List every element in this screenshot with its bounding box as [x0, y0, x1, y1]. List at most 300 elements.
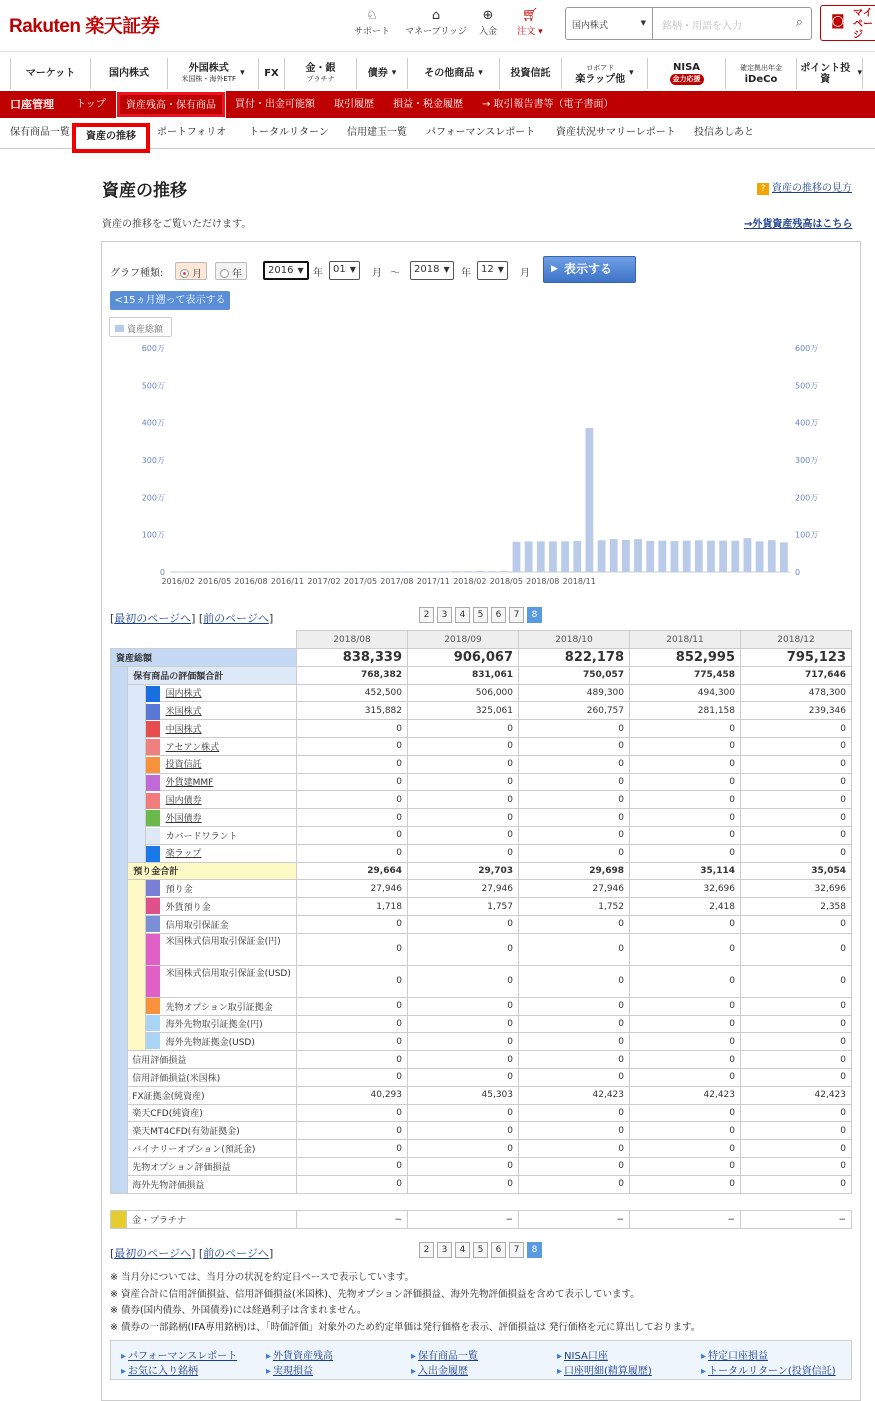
- page-number[interactable]: 4: [455, 1242, 470, 1258]
- y-tick-right: 0: [795, 568, 801, 577]
- nav-item-0[interactable]: [11, 58, 91, 89]
- asset-link[interactable]: アセアン株式: [165, 742, 220, 753]
- cell-value: 478,300: [741, 684, 852, 702]
- row-label: 信用評価損益(米国株): [128, 1068, 297, 1086]
- nav-item-6[interactable]: [408, 58, 500, 89]
- chart-bar[interactable]: [197, 572, 205, 573]
- x-tick: 2018/08: [526, 577, 560, 586]
- row-label: [145, 880, 296, 898]
- chart-bar[interactable]: [756, 541, 764, 572]
- cell-value: 42,423: [741, 1086, 852, 1104]
- related-link[interactable]: ▸ パフォーマンスレポート: [121, 1347, 237, 1362]
- cell-value: −: [519, 1211, 630, 1229]
- cell-value: 0: [297, 933, 408, 965]
- cell-value: −: [741, 1211, 852, 1229]
- page-number[interactable]: 3: [437, 1242, 452, 1258]
- y-tick-left: 500万: [141, 381, 165, 391]
- color-chip: [146, 880, 160, 896]
- row-label: 預り金合計: [128, 862, 297, 880]
- mypage-button[interactable]: ◙ マイページ: [820, 5, 875, 41]
- y-tick-left: 0: [159, 568, 165, 577]
- nav-label: 外国株式: [188, 62, 229, 74]
- tab-portfolio[interactable]: ポートフォリオ: [157, 127, 227, 138]
- nav-item-2[interactable]: [168, 58, 259, 89]
- cell-value: 0: [519, 755, 630, 773]
- chart-bar[interactable]: [488, 571, 496, 572]
- table-row: [111, 862, 852, 880]
- graph-type-label: グラフ種類:: [110, 268, 164, 279]
- table-row: [111, 1086, 852, 1104]
- notes: [110, 1270, 700, 1336]
- related-link[interactable]: ▸ 特定口座損益: [701, 1347, 768, 1362]
- menu-reports[interactable]: → 取引報告書等（電子書面）: [482, 99, 614, 110]
- cell-value: 0: [741, 1068, 852, 1086]
- chart-bar[interactable]: [379, 572, 387, 573]
- related-link[interactable]: ▸ 外貨資産残高: [266, 1347, 333, 1362]
- chevron-down-icon: ▼: [640, 19, 646, 27]
- chevron-down-icon: ▼: [497, 265, 504, 274]
- y-tick-left: 200万: [141, 493, 165, 503]
- nav-item-text: [181, 63, 236, 85]
- y-tick-right: 200万: [795, 493, 819, 503]
- cell-value: 0: [741, 997, 852, 1015]
- page-number[interactable]: 5: [473, 607, 488, 623]
- back-15-months-button[interactable]: <15ヵ月遡って表示する: [110, 291, 230, 310]
- chart-bar[interactable]: [367, 572, 375, 573]
- chart-bar[interactable]: [452, 571, 460, 572]
- row-label: [145, 844, 296, 862]
- chart-bar[interactable]: [403, 572, 411, 573]
- nav-label: FX: [264, 68, 279, 79]
- nav-sub-label: ロボアド: [586, 63, 615, 72]
- asset-link[interactable]: 外国債券: [165, 813, 202, 824]
- radio-month[interactable]: 月: [175, 262, 207, 280]
- cell-value: 0: [630, 1175, 741, 1193]
- chart-bar[interactable]: [184, 572, 192, 573]
- side-band: [128, 880, 145, 1051]
- menu-top[interactable]: トップ: [76, 99, 106, 110]
- chart-bar[interactable]: [209, 572, 217, 573]
- related-link[interactable]: ▸ 入出金履歴: [411, 1362, 468, 1377]
- chart-bar[interactable]: [707, 541, 715, 572]
- from-year-select[interactable]: 2016 ▼: [263, 261, 309, 280]
- row-label: 信用評価損益: [128, 1051, 297, 1069]
- row-label: [145, 755, 296, 773]
- asset-link[interactable]: 米国株式: [165, 707, 202, 718]
- cell-value: 750,057: [519, 666, 630, 684]
- chart-bar[interactable]: [513, 542, 521, 572]
- row-label-text: 信用取引保証金: [165, 920, 229, 931]
- chart-bar[interactable]: [282, 572, 290, 573]
- month-header: 2018/12: [741, 631, 852, 649]
- chart-bar[interactable]: [768, 540, 776, 572]
- table-row: [111, 755, 852, 773]
- money-bridge-button[interactable]: ⌂ マネーブリッジ: [402, 8, 470, 37]
- cell-value: 0: [297, 1051, 408, 1069]
- tab-performance-report[interactable]: パフォーマンスレポート: [426, 127, 536, 138]
- x-tick: 2017/11: [416, 577, 450, 586]
- chart-bar[interactable]: [598, 540, 606, 572]
- chart-legend[interactable]: 資産総額: [109, 317, 172, 337]
- related-link[interactable]: ▸ 口座明細(精算履歴): [557, 1362, 652, 1377]
- chart-bar[interactable]: [549, 541, 557, 572]
- nav-item-3[interactable]: [259, 58, 285, 89]
- note: ※ 債券の一部銘柄(IFA専用銘柄)は、「時価評価」対象外のため約定単価は発行価格を表示、評価損益は 発行価格を元に算出しております。: [110, 1321, 701, 1333]
- chart-bar[interactable]: [646, 541, 654, 572]
- first-page-link[interactable]: 最初のページへ: [114, 1247, 192, 1260]
- table-row: [111, 773, 852, 791]
- row-label: [145, 702, 296, 720]
- cell-value: 0: [519, 1122, 630, 1140]
- chart-bar[interactable]: [573, 541, 581, 572]
- nav-item-text: [424, 68, 474, 79]
- year-unit-1: 年: [313, 268, 323, 279]
- cell-value: 0: [741, 844, 852, 862]
- month-header: 2018/10: [519, 631, 630, 649]
- menu-trade-history[interactable]: 取引履歴: [334, 99, 374, 110]
- row-label: [145, 933, 296, 965]
- asset-link[interactable]: 楽ラップ: [165, 849, 202, 860]
- chart-bar[interactable]: [658, 541, 666, 572]
- tab-summary-report[interactable]: 資産状況サマリーレポート: [556, 127, 676, 138]
- tab-margin-positions[interactable]: 信用建玉一覧: [347, 127, 407, 138]
- radio-year[interactable]: 年: [215, 262, 247, 280]
- cell-value: 0: [297, 844, 408, 862]
- row-label: [145, 684, 296, 702]
- table-row: [111, 1175, 852, 1193]
- cell-value: 0: [408, 809, 519, 827]
- table-row: [111, 1122, 852, 1140]
- asset-link[interactable]: 外貨建MMF: [165, 778, 214, 789]
- cell-value: 0: [297, 755, 408, 773]
- cell-value: 0: [408, 720, 519, 738]
- page-number[interactable]: 4: [455, 607, 470, 623]
- row-label-text: 米国株式信用取引保証金(円): [165, 936, 281, 947]
- account-menu-bar: [0, 91, 875, 118]
- chart-bar[interactable]: [330, 572, 338, 573]
- menu-tax-history[interactable]: 損益・税金履歴: [393, 99, 463, 110]
- cell-value: −: [297, 1211, 408, 1229]
- chart-bar[interactable]: [525, 541, 533, 572]
- year-unit-2: 年: [461, 268, 471, 279]
- month-header: 2018/09: [408, 631, 519, 649]
- rakuten-logo[interactable]: Rakuten 楽天証券: [9, 16, 160, 37]
- table-row: [111, 649, 852, 667]
- chart-bar[interactable]: [610, 539, 618, 572]
- row-label: [145, 720, 296, 738]
- page-number[interactable]: 7: [509, 1242, 524, 1258]
- row-label: [145, 965, 296, 997]
- chart-bar[interactable]: [695, 540, 703, 572]
- cell-value: 0: [741, 737, 852, 755]
- nav-item-text: [575, 63, 625, 85]
- to-year-select[interactable]: 2018 ▼: [410, 261, 454, 280]
- table-row: [111, 933, 852, 965]
- row-label: [145, 773, 296, 791]
- cell-value: 0: [630, 791, 741, 809]
- cell-value: 0: [630, 844, 741, 862]
- row-label: 保有商品の評価額合計: [128, 666, 297, 684]
- cell-value: 768,382: [297, 666, 408, 684]
- chart-bar[interactable]: [342, 572, 350, 573]
- nav-item-text: [109, 68, 149, 79]
- cell-value: 0: [297, 773, 408, 791]
- menu-holdings[interactable]: 資産残高・保有商品: [117, 92, 225, 117]
- month-unit-1: 月: [372, 268, 382, 279]
- nav-item-9[interactable]: [648, 58, 726, 89]
- tab-asset-trend[interactable]: 資産の推移: [72, 123, 150, 153]
- cell-value: 0: [408, 773, 519, 791]
- chart-bar[interactable]: [294, 572, 302, 573]
- cell-value: 0: [741, 965, 852, 997]
- chart-bar[interactable]: [318, 572, 326, 573]
- color-chip: [146, 793, 160, 809]
- chart-bar[interactable]: [172, 572, 180, 573]
- related-link[interactable]: ▸ NISA口座: [557, 1347, 608, 1362]
- color-chip: [146, 966, 160, 997]
- support-icon: ♘: [366, 8, 378, 23]
- cell-value: 0: [297, 1122, 408, 1140]
- page-number[interactable]: 3: [437, 607, 452, 623]
- cell-value: 0: [519, 826, 630, 844]
- prev-page-link[interactable]: 前のページへ: [203, 612, 269, 625]
- row-label: [145, 809, 296, 827]
- cell-value: 0: [630, 1051, 741, 1069]
- chart-bar[interactable]: [391, 572, 399, 573]
- y-tick-right: 300万: [795, 456, 819, 465]
- help-link[interactable]: ? 資産の推移の見方: [757, 179, 852, 195]
- chart-bar[interactable]: [221, 572, 229, 573]
- chart-bar[interactable]: [500, 571, 508, 572]
- cell-value: 0: [519, 997, 630, 1015]
- radio-on-icon: [180, 269, 189, 278]
- header-corner: [111, 631, 297, 649]
- cell-value: 0: [408, 1015, 519, 1033]
- page-number[interactable]: 2: [419, 1242, 434, 1258]
- chart-bar[interactable]: [731, 541, 739, 572]
- cell-value: 0: [630, 755, 741, 773]
- related-link[interactable]: ▸ お気に入り銘柄: [121, 1362, 198, 1377]
- cell-value: 717,646: [741, 666, 852, 684]
- nav-item-text: [740, 63, 782, 85]
- nav-item-text: [670, 62, 704, 85]
- y-tick-left: 300万: [141, 456, 165, 465]
- search-icon[interactable]: ⌕: [795, 15, 803, 30]
- cell-value: 0: [519, 1068, 630, 1086]
- chart-bar[interactable]: [440, 571, 448, 572]
- total-value: 906,067: [408, 649, 519, 667]
- x-tick: 2017/05: [343, 577, 378, 586]
- cell-value: 0: [630, 809, 741, 827]
- cell-value: 0: [519, 1157, 630, 1175]
- cell-value: 27,946: [519, 880, 630, 898]
- nav-label: iDeCo: [744, 73, 778, 85]
- from-month-select[interactable]: 01 ▼: [329, 261, 360, 280]
- page-number[interactable]: 7: [509, 607, 524, 623]
- table-row: [111, 898, 852, 916]
- x-tick: 2018/05: [489, 577, 523, 586]
- note: ※ 債券(国内債券、外国債券)には経過利子は含まれません。: [110, 1305, 367, 1316]
- page-number[interactable]: 6: [491, 1242, 506, 1258]
- color-chip: [146, 846, 160, 862]
- cell-value: 32,696: [630, 880, 741, 898]
- cell-value: 0: [519, 720, 630, 738]
- to-month-select[interactable]: 12 ▼: [477, 261, 508, 280]
- cell-value: 27,946: [297, 880, 408, 898]
- chart-bar[interactable]: [683, 541, 691, 572]
- chart-bar[interactable]: [257, 572, 265, 573]
- table-row: [111, 826, 852, 844]
- month-unit-2: 月: [520, 268, 530, 279]
- color-chip: [146, 998, 160, 1014]
- asset-link[interactable]: 中国株式: [165, 724, 202, 735]
- cell-value: 0: [297, 1033, 408, 1051]
- cell-value: 0: [741, 1175, 852, 1193]
- color-chip: [146, 721, 160, 737]
- row-label: [145, 826, 296, 844]
- table-row: [111, 880, 852, 898]
- market-select[interactable]: 国内株式 ▼: [565, 7, 653, 40]
- chart-bar[interactable]: [780, 542, 788, 572]
- table-row: [111, 702, 852, 720]
- nav-item-7[interactable]: [500, 58, 562, 89]
- cell-value: 0: [519, 1104, 630, 1122]
- nav-item-8[interactable]: [562, 58, 648, 89]
- question-icon: ?: [757, 183, 769, 195]
- asset-link[interactable]: 国内株式: [165, 689, 202, 700]
- cell-value: 35,114: [630, 862, 741, 880]
- cell-value: 0: [630, 915, 741, 933]
- global-nav: [10, 58, 872, 89]
- y-tick-left: 400万: [141, 418, 165, 428]
- cell-value: 40,293: [297, 1086, 408, 1104]
- cell-value: 0: [519, 915, 630, 933]
- page-number[interactable]: 5: [473, 1242, 488, 1258]
- page-number[interactable]: 8: [527, 607, 542, 623]
- row-label: [145, 898, 296, 916]
- cell-value: 0: [519, 933, 630, 965]
- month-header: 2018/11: [630, 631, 741, 649]
- chart-bar[interactable]: [269, 572, 277, 573]
- color-chip: [146, 898, 160, 914]
- nav-item-text: [26, 68, 76, 79]
- cell-value: 0: [741, 826, 852, 844]
- show-button[interactable]: ▶ 表示する: [543, 256, 636, 283]
- fx-balance-link[interactable]: →外貨資産残高はこちら: [744, 219, 853, 230]
- header: [0, 0, 875, 52]
- nav-item-4[interactable]: [285, 58, 357, 89]
- support-button[interactable]: ♘ サポート: [353, 8, 390, 37]
- page-number[interactable]: 8: [527, 1242, 542, 1258]
- nav-item-1[interactable]: [91, 58, 168, 89]
- first-page-link[interactable]: 最初のページへ: [114, 612, 192, 625]
- chart-bar[interactable]: [476, 571, 484, 572]
- cell-value: 2,358: [741, 898, 852, 916]
- chevron-down-icon: ▾: [629, 68, 634, 78]
- cell-value: 0: [297, 965, 408, 997]
- prev-page-link[interactable]: 前のページへ: [203, 1247, 269, 1260]
- color-chip: [146, 1033, 160, 1049]
- y-tick-left: 100万: [141, 530, 165, 540]
- note: ※ 当月分については、当月分の状況を約定日ベースで表示しています。: [110, 1272, 415, 1283]
- nav-item-10[interactable]: [726, 58, 797, 89]
- tab-total-return[interactable]: トータルリターン: [249, 127, 329, 138]
- search-input[interactable]: 銘柄・用語を入力 ⌕: [652, 7, 812, 40]
- cell-value: 0: [630, 720, 741, 738]
- cell-value: 0: [297, 1068, 408, 1086]
- chart-bar[interactable]: [537, 541, 545, 572]
- cell-value: 0: [519, 809, 630, 827]
- chart-bar[interactable]: [586, 428, 594, 572]
- table-row: [111, 915, 852, 933]
- tab-holdings-list[interactable]: 保有商品一覧: [10, 127, 70, 138]
- y-tick-right: 100万: [795, 530, 819, 540]
- related-link[interactable]: ▸ 実現損益: [266, 1362, 313, 1377]
- chart-bar[interactable]: [355, 572, 363, 573]
- page-number[interactable]: 6: [491, 607, 506, 623]
- chart-bar[interactable]: [245, 572, 253, 573]
- nav-item-11[interactable]: [797, 58, 863, 89]
- cell-value: 0: [297, 1015, 408, 1033]
- nav-label: 投資信託: [510, 68, 551, 79]
- account-management-title: 口座管理: [10, 98, 54, 111]
- row-label-text: 外貨預り金: [165, 903, 211, 914]
- asset-link[interactable]: 国内債券: [165, 796, 202, 807]
- nav-item-5[interactable]: [357, 58, 408, 89]
- chart-bar[interactable]: [233, 572, 241, 573]
- chart-bar[interactable]: [744, 538, 752, 572]
- cell-value: 35,054: [741, 862, 852, 880]
- cell-value: 0: [297, 1140, 408, 1158]
- table-row: [111, 844, 852, 862]
- total-value: 822,178: [519, 649, 630, 667]
- page-number[interactable]: 2: [419, 607, 434, 623]
- tab-fund-history[interactable]: 投信あしあと: [694, 127, 754, 138]
- chart-bar[interactable]: [719, 541, 727, 572]
- cell-value: 0: [630, 1015, 741, 1033]
- nav-label: NISA: [672, 62, 701, 73]
- badge-text: 金力応援: [670, 74, 704, 85]
- nav-sub-label: 確定拠出年金: [740, 63, 782, 72]
- chart-bar[interactable]: [634, 539, 642, 572]
- chart-bar[interactable]: [622, 540, 630, 572]
- cell-value: 0: [297, 1104, 408, 1122]
- chart-bar[interactable]: [415, 572, 423, 573]
- row-label: [145, 737, 296, 755]
- chart-bar[interactable]: [306, 572, 314, 573]
- chart-bar[interactable]: [464, 571, 472, 572]
- related-link[interactable]: ▸ トータルリターン(投資信託): [701, 1362, 836, 1377]
- cell-value: 0: [630, 965, 741, 997]
- total-value: 852,995: [630, 649, 741, 667]
- table-row: [111, 1157, 852, 1175]
- cell-value: 0: [408, 1033, 519, 1051]
- chart-bar[interactable]: [671, 541, 679, 572]
- y-tick-left: 600万: [141, 344, 165, 353]
- menu-buying-power[interactable]: 買付・出金可能額: [235, 99, 315, 110]
- related-link[interactable]: ▸ 保有商品一覧: [411, 1347, 478, 1362]
- chart-bar[interactable]: [561, 541, 569, 572]
- chart-bar[interactable]: [427, 572, 435, 573]
- nav-item-text: [306, 63, 336, 85]
- table-row: [111, 1211, 852, 1229]
- deposit-button[interactable]: ⊕ 入金: [476, 8, 500, 37]
- x-tick: 2016/08: [234, 577, 268, 586]
- asset-link[interactable]: 投資信託: [165, 760, 202, 771]
- order-button[interactable]: 🛒︎ 注文 ▾: [512, 8, 548, 37]
- cell-value: 0: [408, 965, 519, 997]
- color-chip: [146, 1015, 160, 1031]
